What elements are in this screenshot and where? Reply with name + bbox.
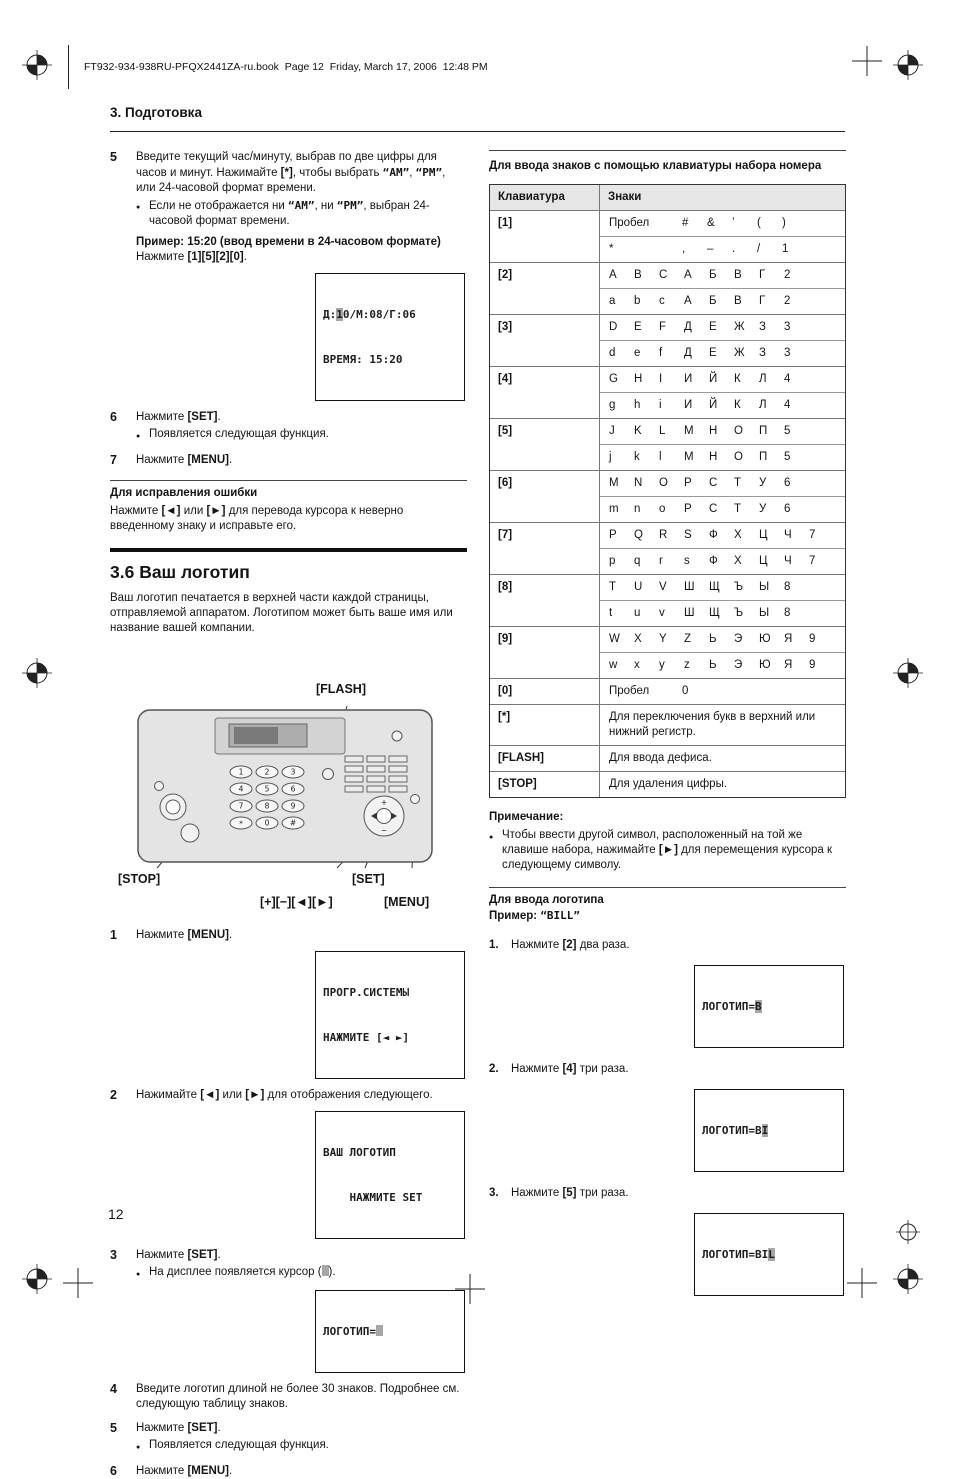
key-characters: D E F Д Е Ж З 3 d e f Д Е Ж З 3 (600, 315, 845, 366)
key-label: [3] (490, 315, 600, 366)
lcd-line: ЛОГОТИП=BIL (702, 1248, 775, 1261)
lcd-display-datetime (315, 273, 465, 401)
key-characters: Для переключения букв в верхний или нижний регистр. (609, 711, 816, 738)
key-label: [4] (490, 367, 600, 418)
key-label: [2] (490, 263, 600, 314)
char-table-row (490, 746, 845, 772)
subsection-title: Для исправления ошибки (110, 487, 258, 499)
char-table-row (490, 705, 845, 746)
key-characters: P Q R S Ф Х Ц Ч 7 p q r s Ф Х Ц Ч 7 (600, 523, 845, 574)
lcd-display-logo-b (694, 965, 844, 1048)
logo-step-2 (110, 1088, 467, 1103)
svg-text:3: 3 (290, 767, 296, 777)
column-header-chars: Знаки (608, 191, 642, 203)
key-label: [5] (490, 419, 600, 470)
bullet-text: Появляется следующая функция. (149, 428, 329, 440)
logo-entry-step-2 (489, 1062, 846, 1077)
registration-mark (22, 1264, 52, 1294)
key-characters: A B C А Б В Г 2 a b c А Б В Г 2 (600, 263, 845, 314)
key-label: [1] (490, 211, 600, 262)
step-number: 2. (489, 1063, 499, 1075)
lcd-line: Д:10/М:08/Г:06 (323, 308, 416, 321)
bullet-icon: ● (136, 204, 141, 211)
logo-entry-step-3 (489, 1186, 846, 1201)
char-table-row (490, 211, 845, 263)
svg-text:5: 5 (264, 784, 270, 794)
section-36-intro: Ваш логотип печатается в верхней части каждой страницы, отправляемой аппаратом. Логотипом может быть ваше имя или название вашей компании. (110, 592, 453, 634)
lcd-line: НАЖМИТЕ SET (323, 1191, 423, 1204)
svg-text:9: 9 (290, 801, 296, 811)
key-characters: G H I И Й К Л 4 g h i И Й К Л 4 (600, 367, 845, 418)
menu-key-label: [MENU] (384, 895, 430, 909)
key-characters: W X Y Z Ь Э Ю Я 9 w x y z Ь Э Ю Я 9 (600, 627, 845, 678)
logo-step-1 (110, 928, 467, 943)
key-label: [FLASH] (490, 746, 600, 771)
key-label: [STOP] (490, 772, 600, 797)
svg-text:4: 4 (238, 784, 244, 794)
lcd-line: ЛОГОТИП=BI (702, 1124, 769, 1137)
registration-mark (893, 1264, 923, 1294)
key-characters: M N O Р С Т У 6 m n o Р С Т У 6 (600, 471, 845, 522)
step-number: 4 (110, 1382, 117, 1396)
step-text: Нажмите [SET]. (136, 1422, 221, 1434)
example-keys: Нажмите [1][5][2][0]. (136, 251, 247, 263)
crop-cross (63, 1268, 93, 1298)
char-table-row (490, 679, 845, 705)
step-number: 1 (110, 928, 117, 942)
key-characters: Для удаления цифры. (609, 778, 728, 790)
bullet-item (489, 828, 846, 873)
character-table (489, 184, 846, 798)
lcd-display-your-logo (315, 1111, 465, 1239)
crop-line (68, 45, 69, 89)
chapter-title: 3. Подготовка (110, 105, 202, 120)
step-7-menu (110, 453, 467, 468)
step-text: Нажмите [MENU]. (136, 1465, 233, 1477)
key-label: [9] (490, 627, 600, 678)
char-table-row (490, 419, 845, 471)
svg-text:*: * (239, 819, 243, 829)
key-label: [*] (490, 705, 600, 745)
logo-step-3 (110, 1248, 467, 1282)
char-table-row (490, 772, 845, 797)
logo-entry-step-1 (489, 938, 846, 953)
step-5-set-time (110, 150, 467, 265)
svg-text:1: 1 (238, 767, 244, 777)
bullet-icon: ● (136, 433, 141, 440)
lcd-display-logo-bi (694, 1089, 844, 1172)
step-number: 1. (489, 939, 499, 951)
svg-text:0: 0 (264, 818, 270, 828)
key-label: [7] (490, 523, 600, 574)
step-text: Введите логотип длиной не более 30 знаков. Подробнее см. следующую таблицу знаков. (136, 1383, 460, 1410)
key-characters: J K L М Н О П 5 j k l М Н О П 5 (600, 419, 845, 470)
svg-text:6: 6 (290, 784, 296, 794)
lcd-display-logo-bil (694, 1213, 844, 1296)
char-table-row (490, 627, 845, 679)
bullet-icon: ● (136, 1444, 141, 1451)
column-header-keypad: Клавиатура (490, 185, 600, 210)
bullet-text: Если не отображается ни “AM”, ни “PM”, выбран 24-часовой формат времени. (149, 199, 430, 227)
right-column (489, 150, 846, 1298)
step-text: Нажмите [MENU]. (136, 454, 233, 466)
step-text: Нажмите [SET]. (136, 1249, 221, 1261)
crop-cross (847, 1268, 877, 1298)
lcd-line: ПРОГР.СИСТЕМЫ (323, 986, 410, 999)
logo-step-6 (110, 1464, 467, 1479)
crop-cross (852, 46, 882, 76)
example-text: Пример: 15:20 (ввод времени в 24-часовом формате) (136, 236, 441, 248)
bullet-icon: ● (489, 834, 494, 841)
step-text: Нажимайте [◄] или [►] для отображения следующего. (136, 1089, 433, 1101)
svg-text:7: 7 (238, 801, 244, 811)
bullet-icon: ● (136, 1271, 141, 1278)
step-number: 6 (110, 410, 117, 424)
subsection-text: Нажмите [◄] или [►] для перевода курсора к неверно введенному знаку и исправьте его. (110, 505, 404, 532)
bullet-text: Чтобы ввести другой символ, расположенный на той же клавише набора, нажимайте [►] для перемещения курсора к следующему символу. (502, 829, 833, 871)
char-table-title: Для ввода знаков с помощью клавиатуры набора номера (489, 160, 822, 172)
svg-text:+: + (380, 798, 388, 807)
svg-text:#: # (289, 818, 297, 828)
step-number: 3 (110, 1248, 117, 1262)
logo-entry-title: Для ввода логотипа (489, 894, 604, 906)
bullet-item (136, 1265, 467, 1282)
bullet-item (136, 1438, 467, 1455)
step-text: Нажмите [SET]. (136, 411, 221, 423)
char-table-row (490, 367, 845, 419)
key-characters: Для ввода дефиса. (609, 752, 712, 764)
step-text: Нажмите [MENU]. (136, 929, 233, 941)
step-text: Нажмите [4] три раза. (511, 1063, 629, 1075)
left-column (110, 150, 467, 1479)
set-key-label: [SET] (352, 872, 385, 886)
char-table-header (490, 185, 845, 211)
lcd-display-logo-cursor (315, 1290, 465, 1373)
key-label: [0] (490, 679, 600, 704)
bullet-item (136, 198, 467, 229)
registration-mark (896, 1220, 920, 1244)
char-table-row (490, 471, 845, 523)
svg-text:−: − (380, 826, 388, 835)
registration-mark (22, 658, 52, 688)
key-label: [8] (490, 575, 600, 626)
lcd-line: ВАШ ЛОГОТИП (323, 1146, 396, 1159)
section-divider (110, 548, 467, 552)
char-entry-section (489, 150, 846, 174)
bullet-text: Появляется следующая функция. (149, 1439, 329, 1451)
page-number: 12 (108, 1206, 124, 1222)
char-table-row (490, 523, 845, 575)
char-table-row (490, 263, 845, 315)
key-label: [6] (490, 471, 600, 522)
note-title: Примечание: (489, 811, 564, 823)
logo-step-5 (110, 1421, 467, 1455)
registration-mark (893, 50, 923, 80)
logo-entry-example: Пример: “BILL” (489, 909, 581, 922)
step-text: Введите текущий час/минуту, выбрав по две цифры для часов и минут. Нажимайте [*], чтобы выбрать “AM”, “PM”, или 24-часовой формат времени. (136, 151, 446, 194)
char-table-rows (490, 211, 845, 797)
section-36-title: 3.6 Ваш логотип (110, 562, 250, 582)
step-number: 3. (489, 1187, 499, 1199)
lcd-display-system-menu (315, 951, 465, 1079)
step-text: Нажмите [5] три раза. (511, 1187, 629, 1199)
lcd-line: ВРЕМЯ: 15:20 (323, 353, 403, 366)
flash-key-label: [FLASH] (316, 682, 366, 696)
note-section (489, 810, 846, 873)
bullet-text: На дисплее появляется курсор ( ). (149, 1266, 336, 1278)
registration-mark (893, 658, 923, 688)
logo-step-4 (110, 1382, 467, 1412)
navigation-keys-label: [+][−][◄][►] (260, 895, 333, 909)
svg-text:2: 2 (264, 767, 270, 777)
step-number: 7 (110, 453, 117, 467)
chapter-rule (110, 131, 845, 132)
step-6-set (110, 410, 467, 444)
bullet-item (136, 427, 467, 444)
fax-machine-diagram (110, 682, 467, 914)
lcd-line: ЛОГОТИП= (323, 1324, 457, 1339)
key-characters: T U V Ш Щ Ъ Ы 8 t u v Ш Щ Ъ Ы 8 (600, 575, 845, 626)
error-correction-section (110, 480, 467, 534)
svg-text:8: 8 (264, 801, 270, 811)
step-number: 6 (110, 1464, 117, 1478)
fax-machine-illustration (135, 704, 435, 869)
step-number: 2 (110, 1088, 117, 1102)
char-table-row (490, 315, 845, 367)
step-text: Нажмите [2] два раза. (511, 939, 630, 951)
registration-mark (22, 50, 52, 80)
lcd-line: ЛОГОТИП=B (702, 1000, 762, 1013)
file-header: FT932-934-938RU-PFQX2441ZA-ru.book Page 12 Friday, March 17, 2006 12:48 PM (84, 61, 488, 73)
logo-entry-section (489, 887, 846, 924)
stop-key-label: [STOP] (118, 872, 161, 886)
key-characters: Пробел 0 (609, 685, 689, 697)
step-number: 5 (110, 150, 117, 164)
key-characters: Пробел # & ’ ( ) * , – . / 1 (600, 211, 845, 262)
lcd-line: НАЖМИТЕ [◄ ►] (323, 1031, 410, 1044)
step-number: 5 (110, 1421, 117, 1435)
char-table-row (490, 575, 845, 627)
